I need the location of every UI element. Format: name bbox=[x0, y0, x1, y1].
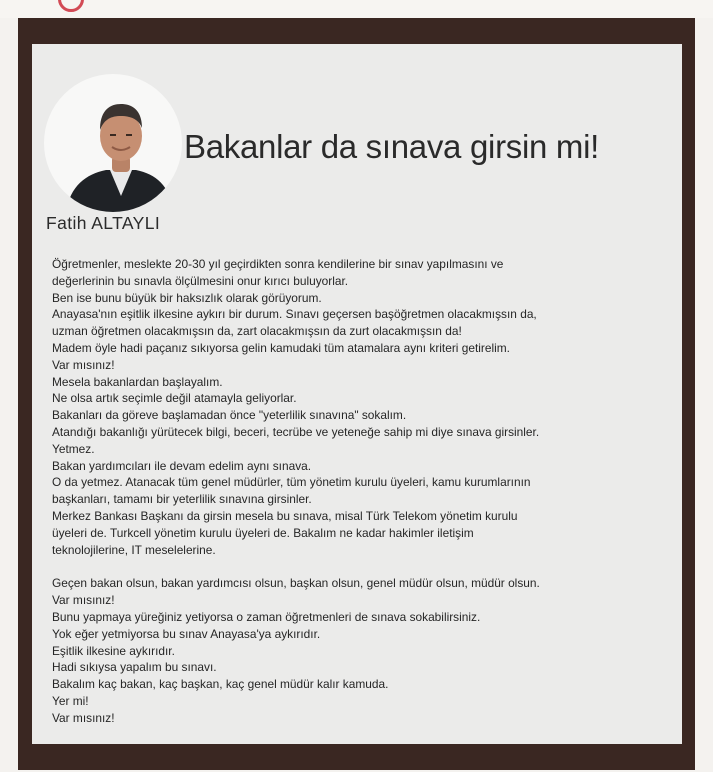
text-line: Yok eğer yetmiyorsa bu sınav Anayasa'ya aykırıdır. bbox=[52, 626, 321, 641]
top-strip bbox=[0, 0, 713, 18]
text-line: değerlerinin bu sınavla ölçülmesini onur kırıcı buluyorlar. bbox=[52, 273, 349, 288]
text-line: Bakalım kaç bakan, kaç başkan, kaç genel müdür kalır kamuda. bbox=[52, 677, 389, 692]
author-portrait-icon bbox=[44, 74, 182, 212]
text-line: Atandığı bakanlığı yürütecek bilgi, beceri, tecrübe ve yeteneğe sahip mi diye sınava girsinler. bbox=[52, 424, 540, 439]
text-line: teknolojilerine, IT meselelerine. bbox=[52, 542, 216, 557]
app-logo-icon bbox=[58, 0, 84, 12]
text-line: uzman öğretmen olacakmışsın da, zart olacakmışsın da zurt olacakmışsın da! bbox=[52, 324, 462, 339]
text-line: Merkez Bankası Başkanı da girsin mesela bu sınava, misal Türk Telekom yönetim kurulu bbox=[52, 508, 518, 523]
text-line: Var mısınız! bbox=[52, 710, 115, 725]
text-line: Var mısınız! bbox=[52, 593, 115, 608]
text-line: Bunu yapmaya yüreğiniz yetiyorsa o zaman öğretmenleri de sınava sokabilirsiniz. bbox=[52, 609, 481, 624]
text-line: Geçen bakan olsun, bakan yardımcısı olsun, başkan olsun, genel müdür olsun, müdür olsun. bbox=[52, 576, 540, 591]
text-line: Madem öyle hadi paçanız sıkıyorsa gelin kamudaki tüm atamalara aynı kriteri getirelim. bbox=[52, 340, 510, 355]
text-line: Yer mi! bbox=[52, 693, 89, 708]
text-line: Eşitlik ilkesine aykırıdır. bbox=[52, 643, 175, 658]
text-line: Bakan yardımcıları ile devam edelim aynı sınava. bbox=[52, 458, 312, 473]
text-line: Yetmez. bbox=[52, 441, 95, 456]
text-line: Mesela bakanlardan başlayalım. bbox=[52, 374, 223, 389]
author-name: Fatih ALTAYLI bbox=[46, 213, 161, 233]
author-avatar bbox=[44, 74, 182, 212]
text-line: Bakanları da göreve başlamadan önce "yeterlilik sınavına" sokalım. bbox=[52, 408, 407, 423]
text-line: Öğretmenler, meslekte 20-30 yıl geçirdikten sonra kendilerine bir sınav yapılmasını ve bbox=[52, 257, 504, 271]
text-line: Ben ise bunu büyük bir haksızlık olarak görüyorum. bbox=[52, 290, 322, 305]
text-line: O da yetmez. Atanacak tüm genel müdürler, tüm yönetim kurulu üyeleri, kamu kurumlarının bbox=[52, 475, 531, 490]
paragraph-gap bbox=[52, 558, 672, 575]
article-card bbox=[32, 44, 682, 744]
image-frame bbox=[18, 18, 695, 770]
text-line: üyeleri de. Turkcell yönetim kurulu üyeleri de. Bakalım ne kadar hakimler iletişim bbox=[52, 525, 474, 540]
text-line: Hadi sıkıysa yapalım bu sınavı. bbox=[52, 660, 217, 675]
text-line: başkanları, tamamı bir yeterlilik sınavına girsinler. bbox=[52, 492, 312, 507]
text-line: Var mısınız! bbox=[52, 357, 115, 372]
article-title: Bakanlar da sınava girsin mi! bbox=[184, 128, 599, 165]
article-body bbox=[52, 256, 672, 727]
text-line: Anayasa'nın eşitlik ilkesine aykırı bir durum. Sınavı geçersen başöğretmen olacakmışsın da, bbox=[52, 307, 537, 322]
text-line: Ne olsa artık seçimle değil atamayla geliyorlar. bbox=[52, 391, 297, 406]
